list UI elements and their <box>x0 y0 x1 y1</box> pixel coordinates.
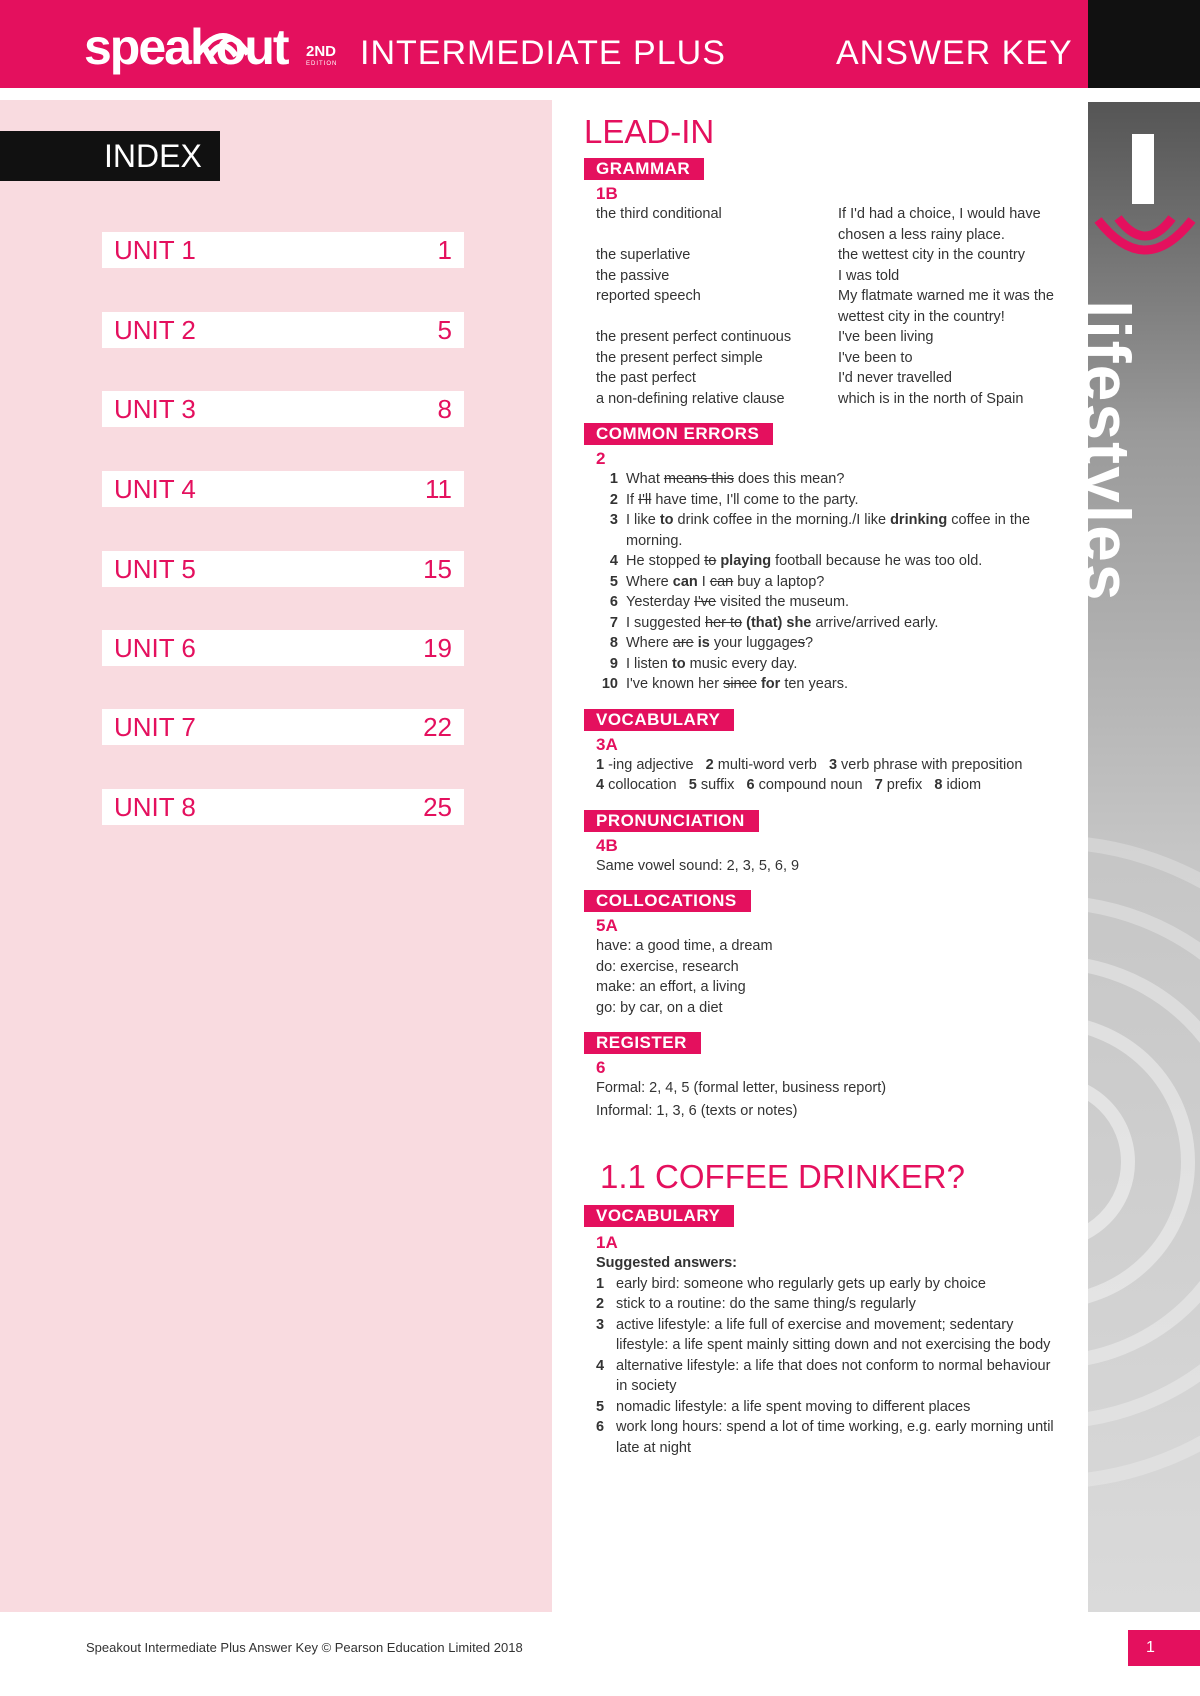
unit-page: 22 <box>423 712 452 742</box>
unit-page: 19 <box>423 633 452 663</box>
tag-grammar: GRAMMAR <box>584 158 704 180</box>
unit-title: lifestyles <box>1070 300 1144 603</box>
document-type: ANSWER KEY <box>836 34 1073 72</box>
index-unit-3[interactable] <box>102 391 464 427</box>
exercise-label: 5A <box>596 916 618 935</box>
list-item: 9 I listen to music every day. <box>609 655 798 672</box>
answer-content <box>584 112 1064 1458</box>
grammar-term: a non-defining relative clause <box>596 390 785 407</box>
series-title: INTERMEDIATE PLUS <box>360 34 726 72</box>
tag-vocabulary-lesson: VOCABULARY <box>584 1205 734 1227</box>
grammar-example: I'd never travelled <box>838 370 952 386</box>
exercise-label: 2 <box>596 449 606 468</box>
unit-label: UNIT 8 <box>114 792 196 822</box>
tag-collocations: COLLOCATIONS <box>584 890 751 912</box>
logo-signal-icon <box>178 14 268 64</box>
unit-page: 8 <box>437 394 452 424</box>
collocation-line: go: by car, on a diet <box>596 999 723 1016</box>
list-item: 1 What means this does this mean? <box>609 471 845 487</box>
grammar-term: the passive <box>596 267 670 284</box>
list-item: 2 If I'll have time, I'll come to the party. <box>609 491 859 508</box>
list-item: 4 He stopped to playing football because he was too old. <box>609 553 983 569</box>
index-unit-6[interactable] <box>102 630 464 666</box>
list-item: 10 I've known her since for ten years. <box>601 676 849 692</box>
section-title-lesson-1-1: 1.1 COFFEE DRINKER? <box>600 1158 965 1195</box>
header-corner <box>1088 0 1200 88</box>
grammar-term: the superlative <box>596 247 691 263</box>
list-item: 6 work long hours: spend a lot of time working, e.g. early morning until late at night <box>596 1419 1054 1456</box>
unit-label: UNIT 4 <box>114 474 196 504</box>
list-item: 1 early bird: someone who regularly gets up early by choice <box>596 1275 986 1292</box>
list-item: 6 Yesterday I've visited the museum. <box>609 594 850 610</box>
register-line: Informal: 1, 3, 6 (texts or notes) <box>596 1102 798 1119</box>
lesson-vocabulary-list <box>584 1274 1064 1459</box>
unit-page: 15 <box>423 554 452 584</box>
footer-copyright: Speakout Intermediate Plus Answer Key © Pearson Education Limited 2018 <box>86 1640 523 1655</box>
edition-number: 2ND <box>306 43 337 60</box>
unit-label: UNIT 2 <box>114 315 196 345</box>
exercise-label: 1A <box>596 1233 618 1252</box>
register-line: Formal: 2, 4, 5 (formal letter, business report) <box>596 1080 887 1096</box>
index-unit-7[interactable] <box>102 709 464 745</box>
tag-pronunciation: PRONUNCIATION <box>584 810 759 832</box>
index-unit-2[interactable] <box>102 312 464 348</box>
grammar-term: reported speech <box>596 288 701 304</box>
tag-common-errors: COMMON ERRORS <box>584 423 773 445</box>
grammar-example: I was told <box>838 267 900 284</box>
exercise-label: 6 <box>596 1058 606 1077</box>
brand-logo: speakout <box>84 19 288 75</box>
collocation-line: have: a good time, a dream <box>596 938 773 954</box>
grammar-term: the past perfect <box>596 370 696 386</box>
vocabulary-answers-line-2: 4 collocation 5 suffix 6 compound noun 7 prefix 8 idiom <box>596 777 982 793</box>
index-unit-5[interactable] <box>102 551 464 587</box>
suggested-answers-label: Suggested answers: <box>596 1255 738 1271</box>
grammar-example: If I'd had a choice, I would have chosen a less rainy place. <box>838 206 1041 243</box>
grammar-term: the present perfect simple <box>596 349 763 366</box>
grammar-term: the present perfect continuous <box>596 329 792 345</box>
list-item: 5 nomadic lifestyle: a life spent moving to different places <box>596 1398 971 1415</box>
unit-page: 25 <box>423 792 452 822</box>
index-title: INDEX <box>0 131 220 181</box>
list-item: 3 I like to drink coffee in the morning./I like drinking coffee in the morning. <box>609 512 1031 549</box>
tag-register: REGISTER <box>584 1032 701 1054</box>
collocation-line: do: exercise, research <box>596 958 739 975</box>
index-unit-4[interactable] <box>102 471 464 507</box>
vocabulary-answers-line-1: 1 -ing adjective 2 multi-word verb 3 verb phrase with preposition <box>596 756 1023 773</box>
common-errors-list <box>584 469 1064 695</box>
unit-label: UNIT 7 <box>114 712 196 742</box>
unit-page: 11 <box>425 474 452 504</box>
index-unit-1[interactable] <box>102 232 464 268</box>
index-unit-8[interactable] <box>102 789 464 825</box>
list-item: 7 I suggested her to (that) she arrive/arrived early. <box>609 614 939 631</box>
unit-label: UNIT 5 <box>114 554 196 584</box>
unit-label: UNIT 6 <box>114 633 196 663</box>
edition-label: EDITION <box>306 61 338 67</box>
pronunciation-answer: Same vowel sound: 2, 3, 5, 6, 9 <box>596 857 800 874</box>
signal-arcs-icon <box>1090 210 1200 270</box>
grammar-table <box>584 204 1064 409</box>
unit-number <box>1132 134 1154 204</box>
exercise-label: 3A <box>596 734 618 754</box>
grammar-example: I've been to <box>838 349 913 366</box>
tag-vocabulary: VOCABULARY <box>584 709 734 731</box>
grammar-example: My flatmate warned me it was the wettest city in the country! <box>838 288 1054 325</box>
section-title-lead-in: LEAD-IN <box>584 113 715 150</box>
list-item: 2 stick to a routine: do the same thing/s regularly <box>596 1296 916 1312</box>
page-number: 1 <box>1128 1630 1200 1666</box>
collocation-line: make: an effort, a living <box>596 979 746 995</box>
unit-label: UNIT 3 <box>114 394 196 424</box>
unit-page: 1 <box>437 235 452 265</box>
grammar-example: which is in the north of Spain <box>838 390 1024 407</box>
list-item: 5 Where can I can buy a laptop? <box>609 573 825 590</box>
unit-label: UNIT 1 <box>114 235 196 265</box>
list-item: 8 Where are is your luggages? <box>609 635 814 651</box>
exercise-label: 4B <box>596 835 618 855</box>
unit-page: 5 <box>437 315 452 345</box>
exercise-label: 1B <box>596 184 618 203</box>
grammar-example: the wettest city in the country <box>838 247 1025 263</box>
list-item: 4 alternative lifestyle: a life that does not conform to normal behaviour in society <box>596 1357 1051 1394</box>
list-item: 3 active lifestyle: a life full of exercise and movement; sedentary lifestyle: a life spent mainly sitting down and not exercising the body <box>596 1316 1051 1353</box>
grammar-example: I've been living <box>838 329 934 345</box>
grammar-term: the third conditional <box>596 206 722 222</box>
